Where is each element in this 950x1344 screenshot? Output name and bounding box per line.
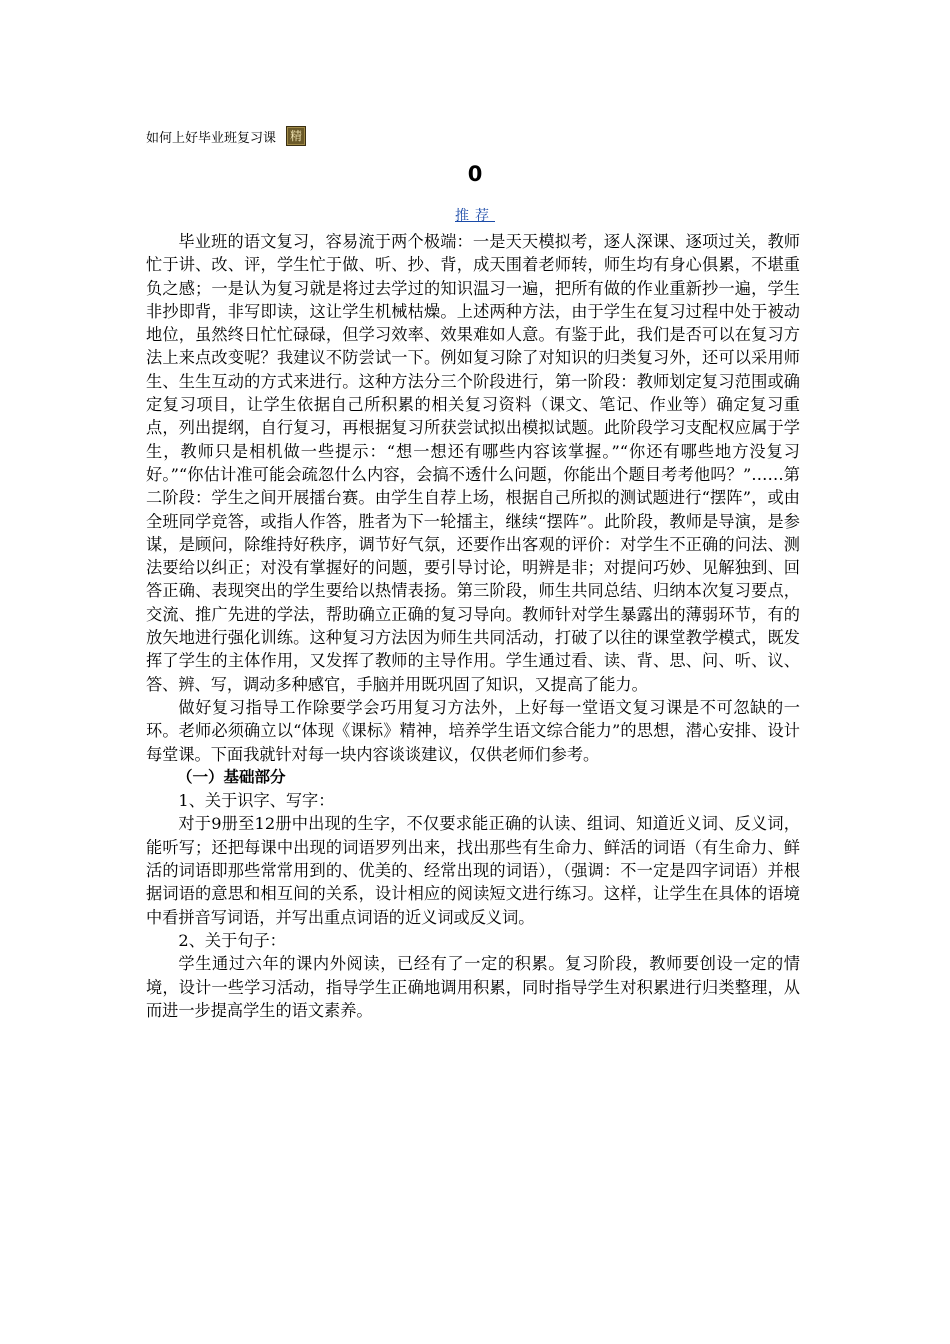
section-heading: （一）基础部分 bbox=[177, 767, 286, 786]
item-heading: 2、关于句子： bbox=[178, 930, 286, 950]
paragraph: 对于9册至12册中出现的生字，不仅要求能正确的认读、组词、知道近义词、反义词，能听写；还把每课中出现的词语罗列出来，找出那些有生命力、鲜活的词语（有生命力、鲜活的词语即那些常常用到的、优美的、经常出现的词语），（强调：不一定是四字词语）并根据词语的意思和相互间的关系，设计相应的阅读短文进行练习。这样，让学生在具体的语境中看拼音写词语，并写出重点词语的近义词或反义词。 bbox=[146, 814, 800, 927]
item-heading: 1、关于识字、写字： bbox=[178, 791, 335, 811]
paragraph: 做好复习指导工作除要学会巧用复习方法外，上好每一堂语文复习课是不可忽缺的一环。老师必须确立以“体现《课标》精神，培养学生语文综合能力”的思想，潜心安排、设计每堂课。下面我就针对每一块内容谈谈建议，仅供老师们参考。 bbox=[146, 697, 800, 764]
recommend-area bbox=[0, 205, 950, 225]
paragraph: 学生通过六年的课内外阅读，已经有了一定的积累。复习阶段，教师要创设一定的情境，设计一些学习活动，指导学生正确地调用积累，同时指导学生对积累进行归类整理，从而进一步提高学生的语文素养。 bbox=[146, 954, 800, 1020]
document-title: 如何上好毕业班复习课 bbox=[146, 130, 277, 146]
article-body bbox=[146, 230, 800, 1022]
paragraph: 毕业班的语文复习，容易流于两个极端：一是天天模拟考，逐人深课、逐项过关，教师忙于讲、改、评，学生忙于做、听、抄、背，成天围着老师转，师生均有身心俱累，不堪重负之感；一是认为复习就是将过去学过的知识温习一遍，把所有做的作业重新抄一遍，学生非抄即背，非写即读，这让学生机械枯燥。上述两种方法，由于学生在复习过程中处于被动地位，虽然终日忙忙碌碌，但学习效率、效果难如人意。有鉴于此，我们是否可以在复习方法上来点改变呢？我建议不防尝试一下。例如复习除了对知识的归类复习外，还可以采用师生、生生互动的方式来进行。这种方法分三个阶段进行，第一阶段：教师划定复习范围或确定复习项目，让学生依据自己所积累的相关复习资料（课文、笔记、作业等）确定复习重点，列出提纲，自行复习，再根据复习所获尝试拟出模拟试题。此阶段学习支配权应属于学生，教师只是相机做一些提示：“想一想还有哪些内容该掌握。”“你还有哪些地方没复习好。”“你估计准可能会疏忽什么内容，会搞不透什么问题，你能出个题目考考他吗？”……第二阶段：学生之间开展擂台赛。由学生自荐上场，根据自己所拟的测试题进行“摆阵”，或由全班同学竞答，或指人作答，胜者为下一轮擂主，继续“摆阵”。此阶段，教师是导演，是参谋，是顾问，除维持好秩序，调节好气氛，还要作出客观的评价：对学生不正确的问法、测法要给以纠正；对没有掌握好的问题，要引导讨论，明辨是非；对提问巧妙、见解独到、回答正确、表现突出的学生要给以热情表扬。第三阶段，师生共同总结、归纳本次复习要点，交流、推广先进的学法，帮助确立正确的复习导向。教师针对学生暴露出的薄弱环节，有的放矢地进行强化训练。这种复习方法因为师生共同活动，打破了以往的课堂教学模式，既发挥了学生的主体作用，又发挥了教师的主导作用。学生通过看、读、背、思、问、听、议、答、辨、写，调动多种感官，手脑并用既巩固了知识，又提高了能力。 bbox=[146, 232, 800, 694]
document-number: 0 bbox=[467, 162, 483, 186]
document-header bbox=[146, 124, 306, 148]
recommend-link[interactable]: 推荐 bbox=[455, 208, 495, 224]
featured-badge-icon: 精 bbox=[286, 126, 306, 146]
